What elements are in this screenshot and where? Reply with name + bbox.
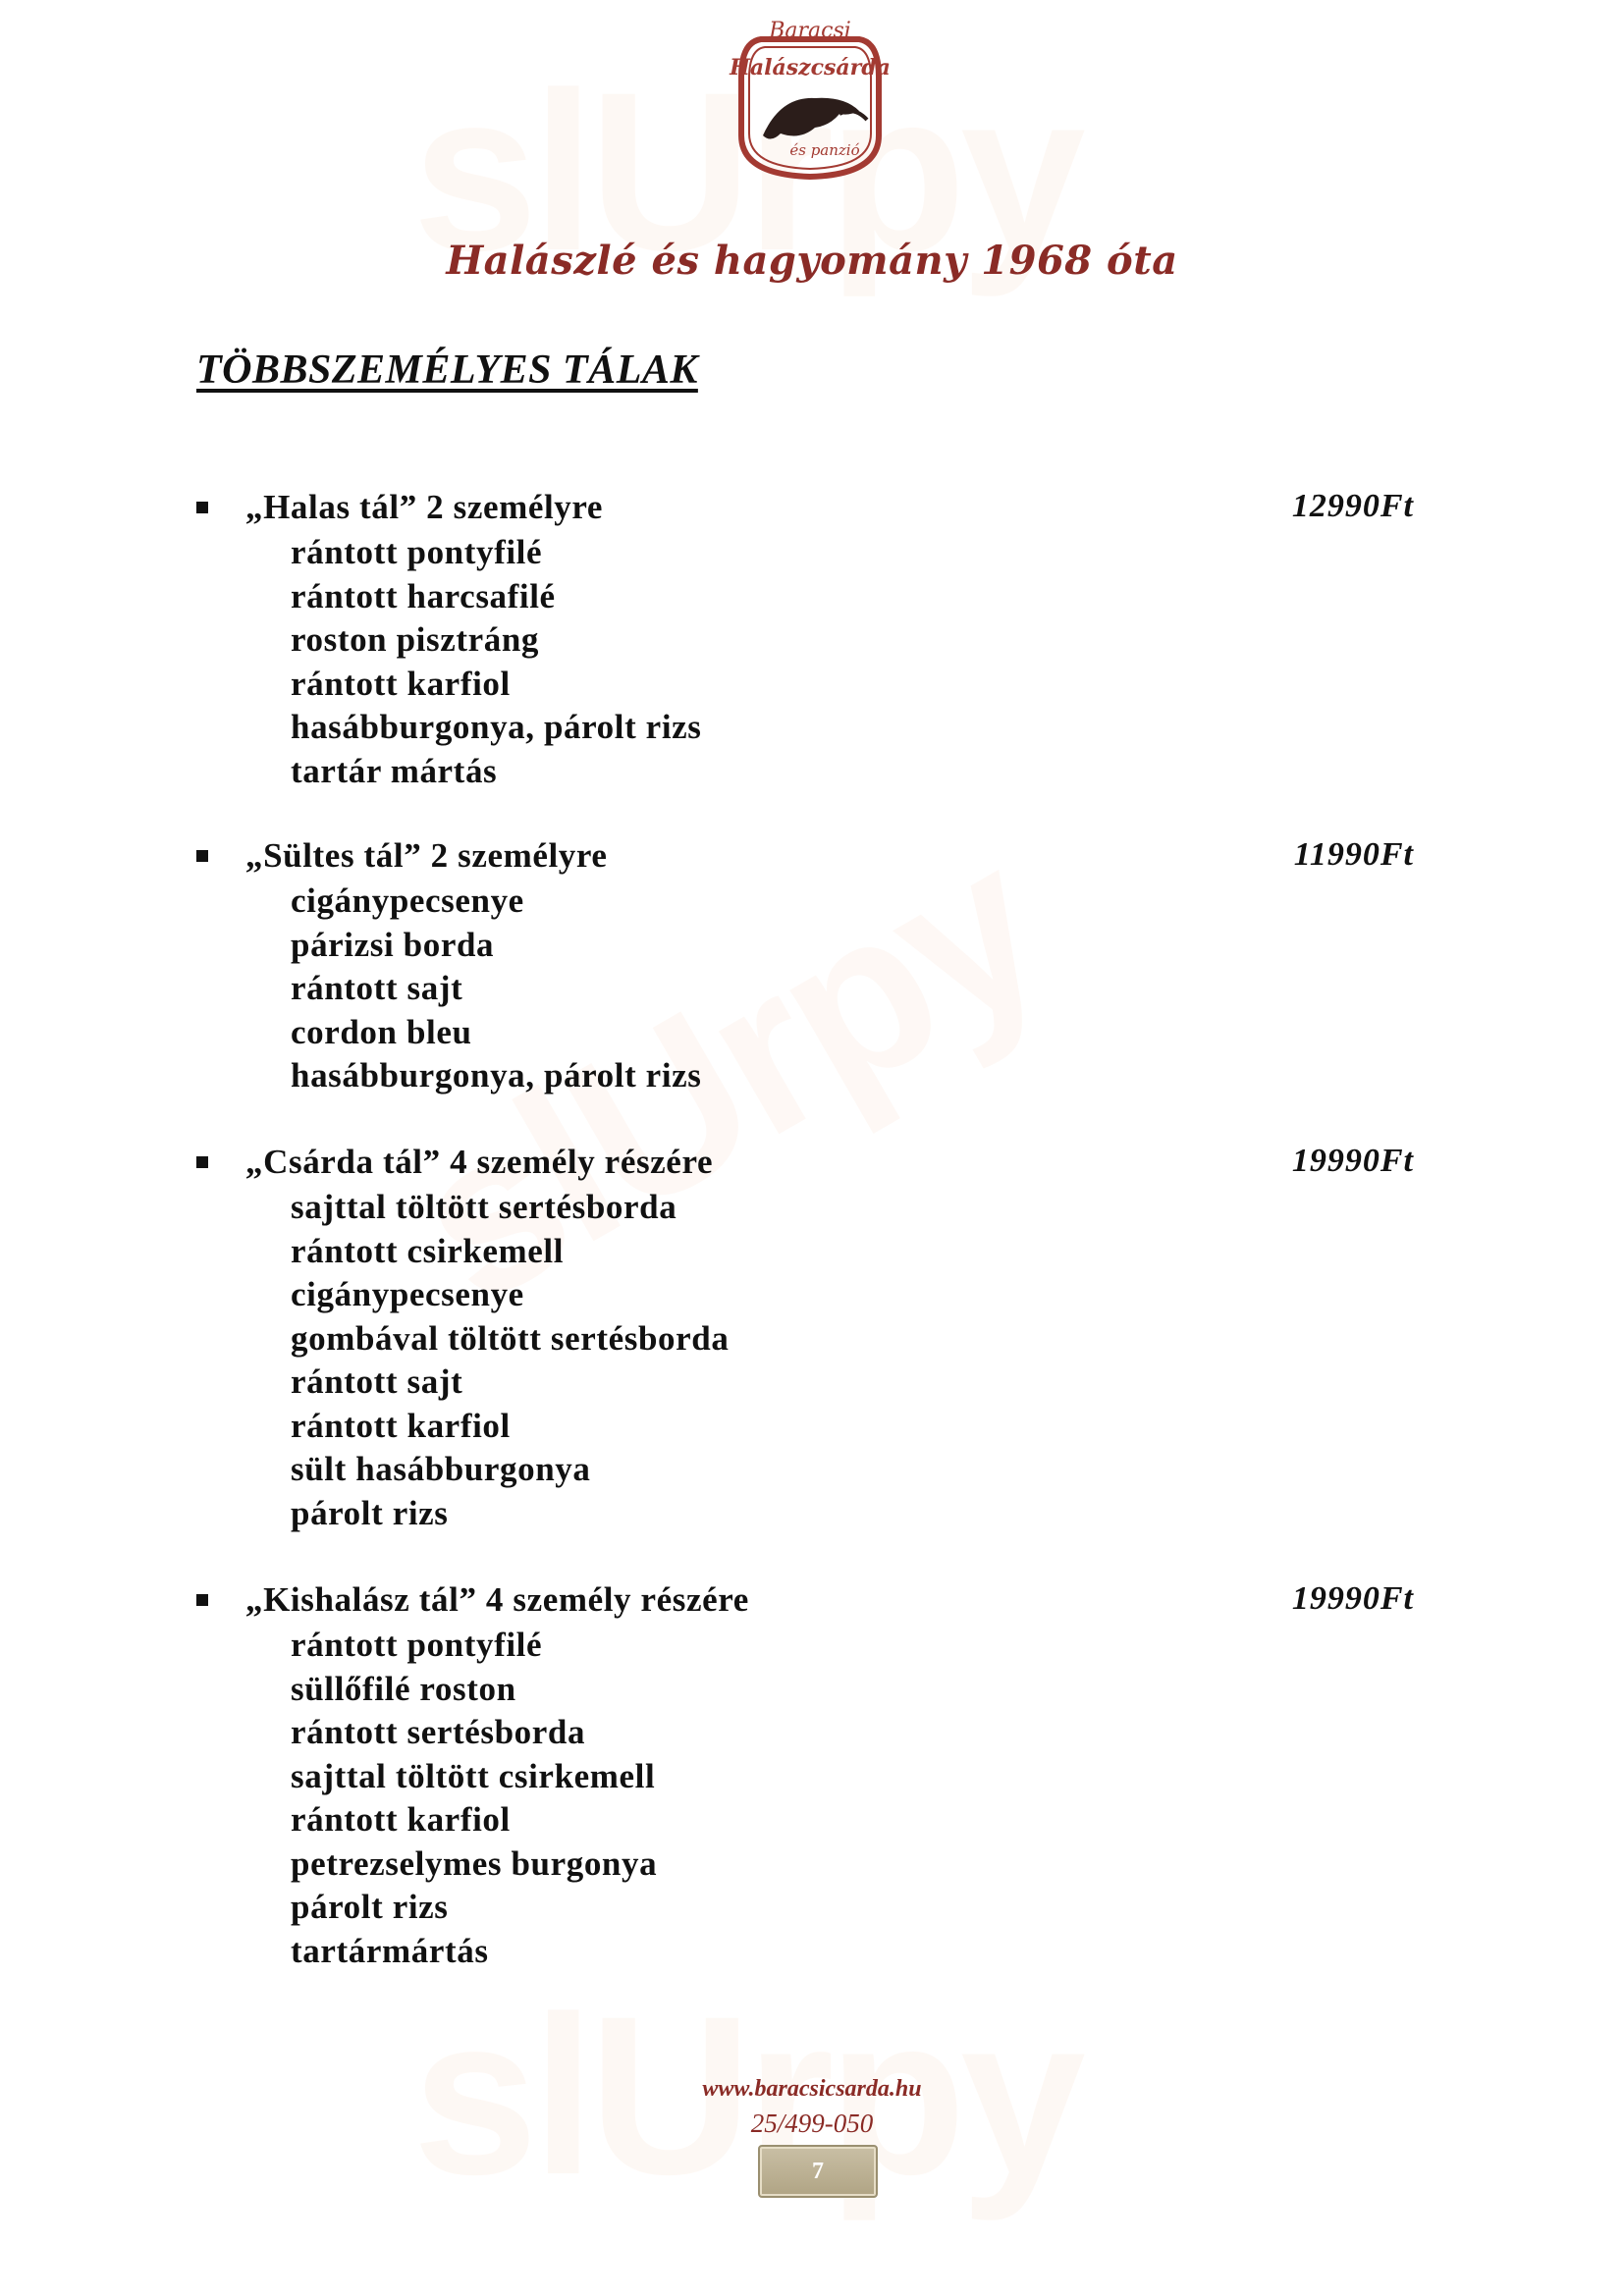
platter-name: „Halas tál” 2 személyre — [245, 488, 604, 526]
list-item: cigánypecsenye — [291, 1275, 524, 1313]
platter-items — [291, 1186, 1414, 1535]
list-item: párizsi borda — [291, 925, 495, 964]
list-item: sajttal töltött csirkemell — [291, 1756, 656, 1795]
list-item: rántott sajt — [291, 969, 463, 1007]
list-item: hasábburgonya, párolt rizs — [291, 1056, 702, 1095]
list-item: cordon bleu — [291, 1012, 472, 1051]
list-item: rántott sajt — [291, 1362, 463, 1401]
platter-price: 19990Ft — [1291, 1580, 1414, 1617]
phone-number: 25/499-050 — [750, 2109, 874, 2138]
platter-halas-tal — [196, 488, 1414, 793]
list-item: süllőfilé roston — [291, 1669, 516, 1708]
platter-kishalasz-tal — [196, 1580, 1414, 1973]
list-item: rántott pontyfilé — [291, 533, 543, 571]
platter-price: 19990Ft — [1291, 1143, 1414, 1179]
restaurant-logo — [722, 18, 898, 185]
list-item: rántott karfiol — [291, 1800, 511, 1839]
platter-items — [291, 880, 1414, 1098]
list-item: roston pisztráng — [291, 620, 539, 659]
platter-price: 12990Ft — [1291, 488, 1414, 524]
list-item: petrezselymes burgonya — [291, 1843, 658, 1883]
bullet-icon — [196, 1594, 208, 1606]
logo-text-panzio: és panzió — [789, 141, 860, 159]
list-item: tartármártás — [291, 1931, 489, 1970]
list-item: cigánypecsenye — [291, 881, 524, 920]
list-item: rántott pontyfilé — [291, 1626, 543, 1664]
list-item: rántott csirkemell — [291, 1231, 565, 1270]
list-item: sajttal töltött sertésborda — [291, 1188, 677, 1226]
list-item: rántott karfiol — [291, 664, 511, 703]
bullet-icon — [196, 502, 208, 513]
list-item: rántott harcsafilé — [291, 576, 556, 615]
platter-sultes-tal — [196, 836, 1414, 1098]
logo-text-halaszcsarda: Halászcsárda — [730, 55, 891, 80]
list-item: párolt rizs — [291, 1493, 449, 1532]
page-number: 7 — [758, 2145, 878, 2198]
list-item: sült hasábburgonya — [291, 1450, 591, 1488]
platter-csarda-tal — [196, 1143, 1414, 1535]
platter-items — [291, 531, 1414, 793]
list-item: gombával töltött sertésborda — [291, 1318, 730, 1358]
list-item: tartár mártás — [291, 751, 498, 790]
bullet-icon — [196, 850, 208, 862]
tagline: Halászlé és hagyomány 1968 óta — [446, 238, 1178, 284]
platter-items — [291, 1624, 1414, 1973]
platter-name: „Sültes tál” 2 személyre — [245, 836, 608, 875]
website-link[interactable]: www.baracsicsarda.hu — [702, 2076, 922, 2102]
page-title: TÖBBSZEMÉLYES TÁLAK — [196, 347, 698, 393]
list-item: rántott karfiol — [291, 1406, 511, 1445]
logo-text-baracsi: Baracsi — [769, 19, 851, 43]
list-item: párolt rizs — [291, 1888, 449, 1926]
list-item: hasábburgonya, párolt rizs — [291, 708, 702, 746]
list-item: rántott sertésborda — [291, 1713, 586, 1751]
platter-price: 11990Ft — [1293, 836, 1414, 873]
bullet-icon — [196, 1156, 208, 1168]
platter-name: „Kishalász tál” 4 személy részére — [245, 1580, 749, 1619]
platter-name: „Csárda tál” 4 személy részére — [245, 1143, 714, 1181]
